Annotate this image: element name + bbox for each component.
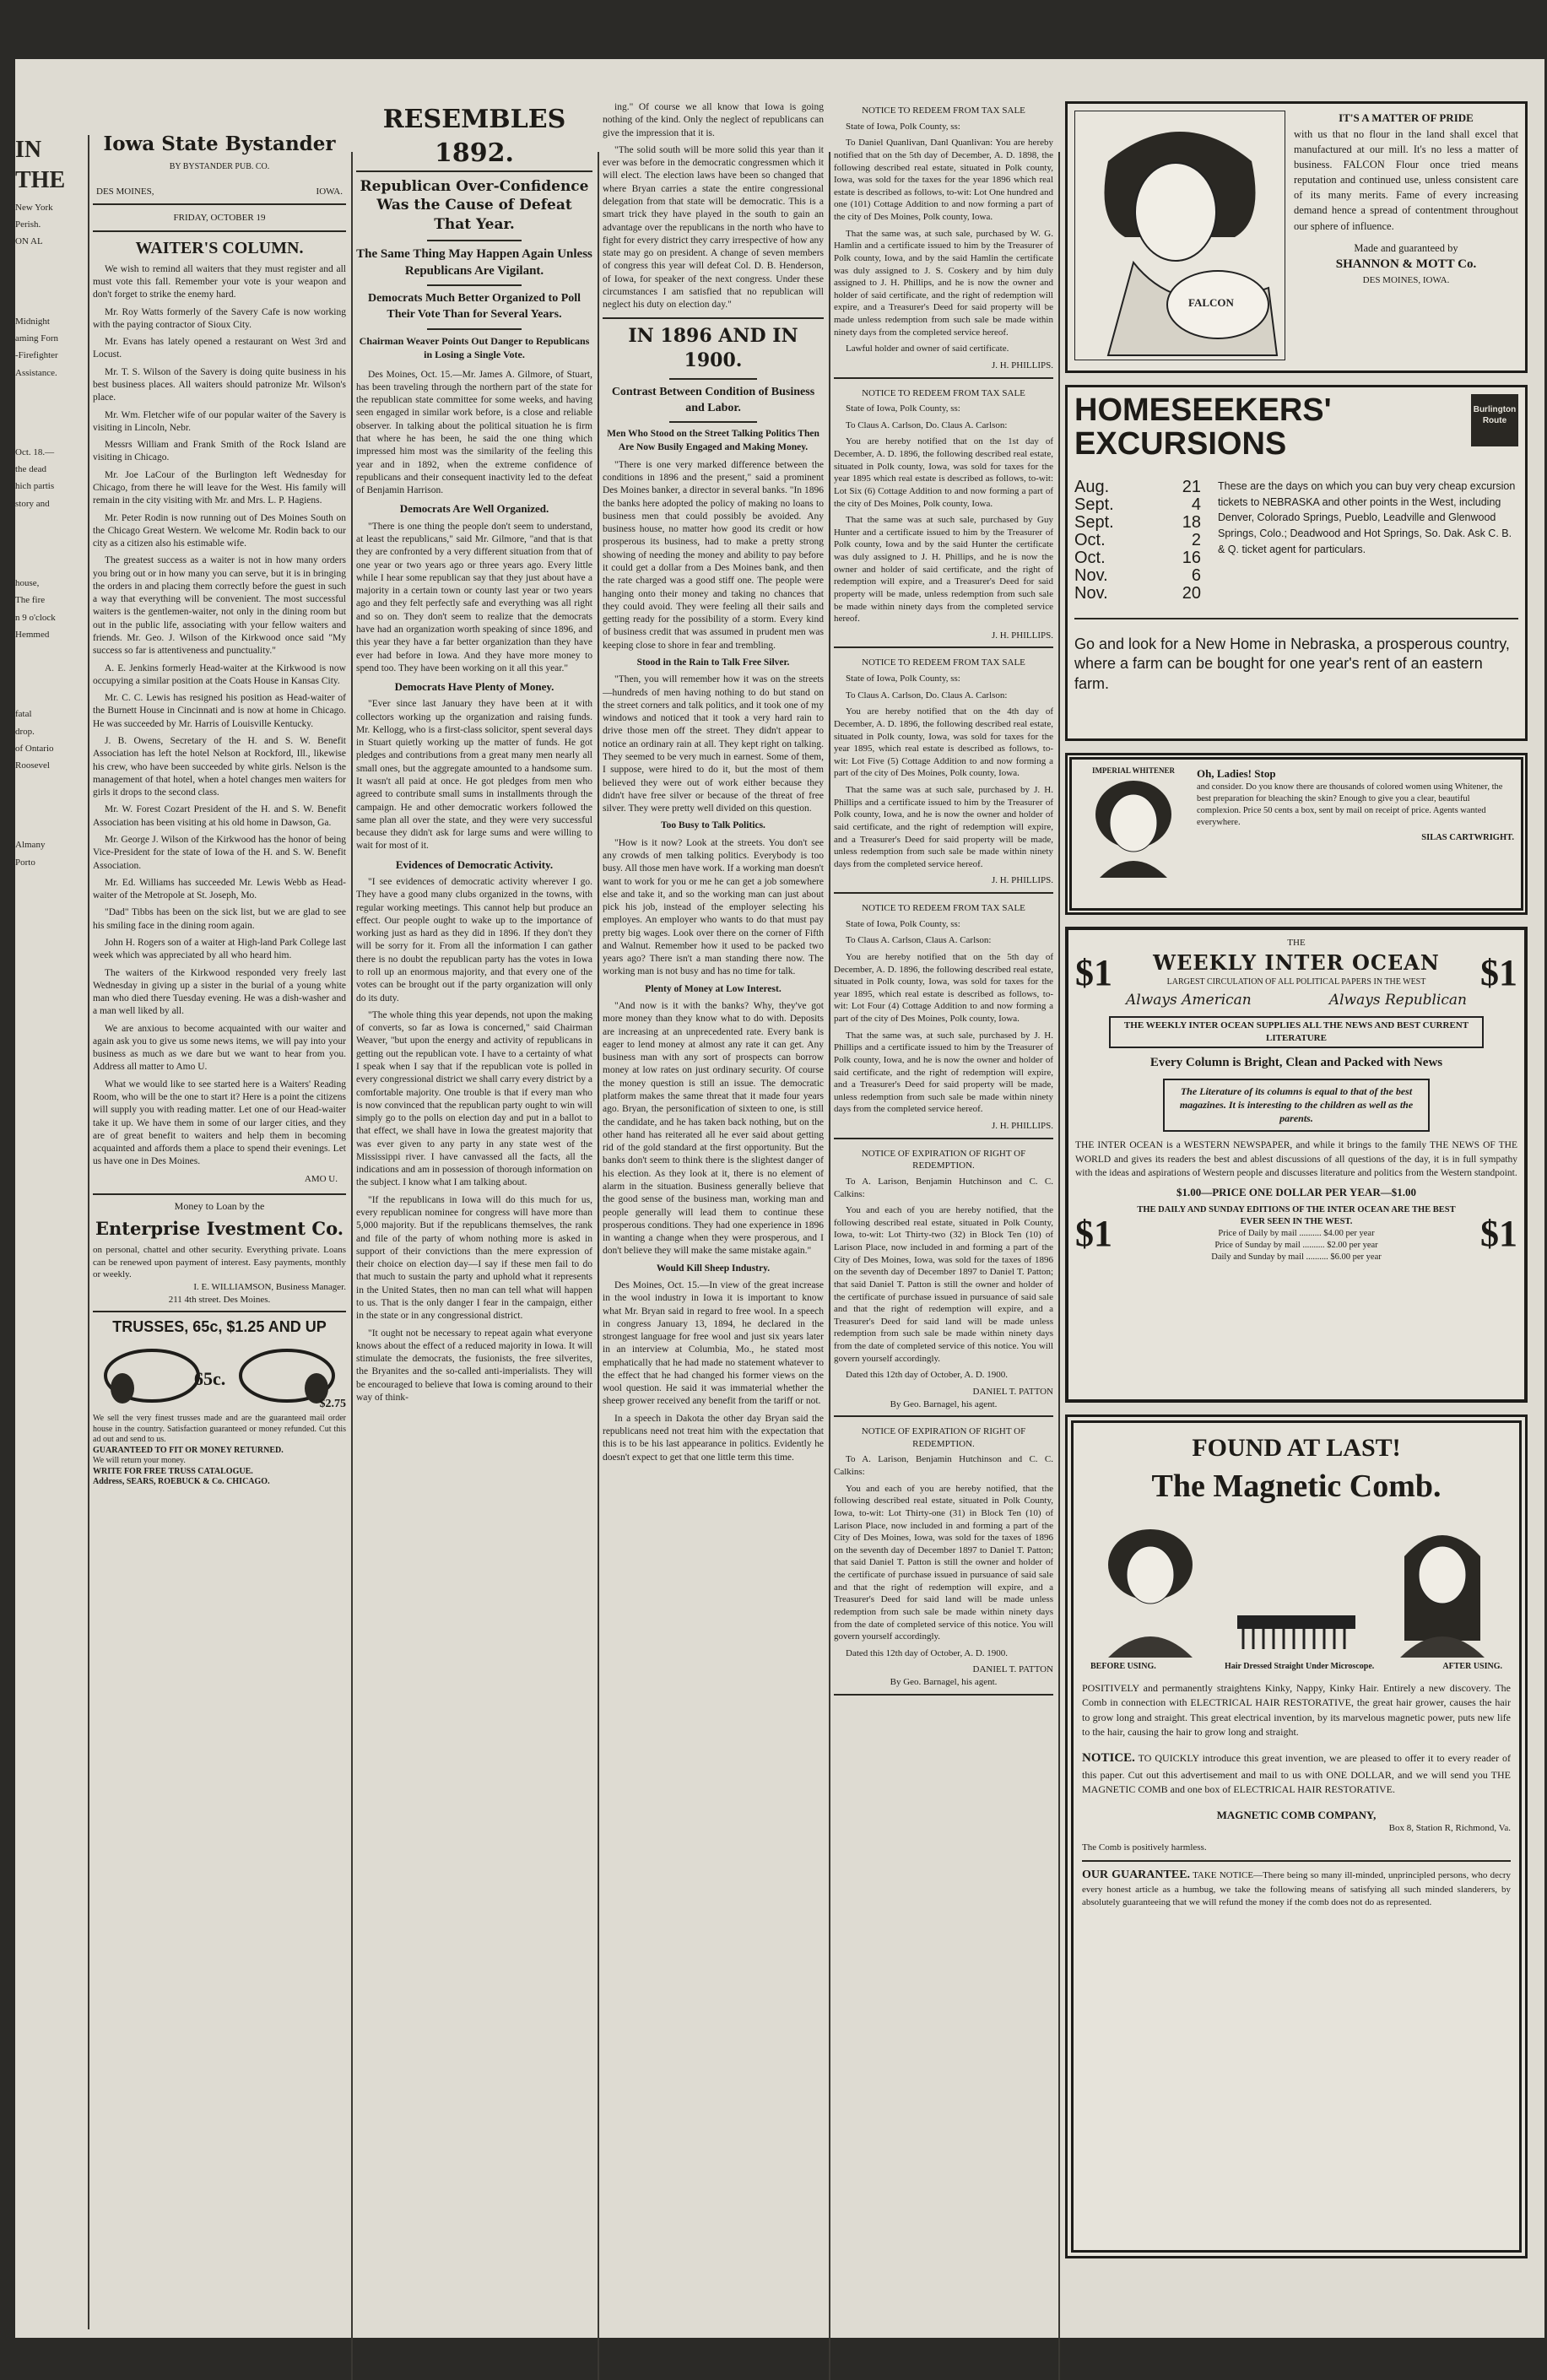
edge-fragment-text: Almany	[15, 840, 46, 851]
excursion-month: Nov.	[1074, 565, 1108, 585]
notice-signature: J. H. PHILLIPS.	[991, 630, 1053, 641]
woman-portrait-illustration	[1074, 111, 1285, 360]
inter-ocean-daily: THE DAILY AND SUNDAY EDITIONS OF THE INTER OCEAN ARE THE BEST EVER SEEN IN THE WEST.	[1137, 1205, 1456, 1226]
notice-title: NOTICE TO REDEEM FROM TAX SALE	[862, 657, 1025, 668]
waiters-paragraph: Mr. Peter Rodin is now running out of Des Moines South on the Chicago Great Western. We welcome Mr. Rodin back to our city as a citizen also his estimable wife.	[93, 512, 346, 549]
excursion-month: Nov.	[1074, 583, 1108, 603]
waiters-paragraph: J. B. Owens, Secretary of the H. and S. W. Benefit Association has left the hotel Nelson at Rockford, Ill., likewise his crew, who have been succeeded by white girls. Nelson is the management of that hotel, when a hotel changes men waiters for girls it drops to the second class.	[93, 736, 346, 798]
weekly-inter-ocean-ad	[1065, 927, 1528, 1403]
whitener-body: and consider. Do you know there are thousands of colored women using Whitener, the best preparation for bleaching the skin? Enough to give you a clear, beautiful complexion. Price 50 cents a box, sent by mail on receipt of price. Agents wanted everywhere.	[1197, 782, 1503, 828]
notice-paragraph: You are hereby notified that on the 4th day of December, A. D. 1896, the following described real estate, situated in Polk county, Iowa, was sold for taxes for the year 1895, which real estate is described as follows, to-wit: Lot Five (5) Cottage Addition to and now forming a part of the city of Des Moines, Polk county, Iowa.	[834, 706, 1053, 779]
issue-date: FRIDAY, OCTOBER 19	[173, 212, 266, 223]
excursion-day: 21	[1182, 477, 1201, 496]
resembles-body-2	[356, 521, 592, 675]
excursion-month: Oct.	[1074, 548, 1106, 567]
notice-paragraph: That the same was, at such sale, purchased by W. G. Hamlin and a certificate issued to him by the Treasurer of Polk county, Iowa, and by the said Hamlin the certificate was duly assigned to J. S. Coskery and by him duly assigned to J. H. Phillips, and he is now the owner and holder of said certificate, and the right of redemption will expire, and a Treasurer's Deed for said property will be made unless redemption from such sale be made within ninety days from the completed service hereof.	[834, 228, 1053, 338]
edge-fragment-text: hich partis	[15, 481, 55, 492]
excursion-date	[1074, 532, 1201, 549]
flour-company: SHANNON & MOTT Co.	[1335, 257, 1477, 271]
money-line-3: 211 4th street. Des Moines.	[168, 1294, 271, 1305]
homeseekers-excursions-ad	[1065, 385, 1528, 741]
edge-fragment-text: Oct. 18.—	[15, 446, 55, 457]
adjacent-page-fragment	[15, 135, 89, 2329]
flour-city: DES MOINES, IOWA.	[1362, 274, 1450, 285]
notice-paragraph: That the same was at such sale, purchased by J. H. Phillips and a certificate issued to him by the Treasurer of Polk county, Iowa, and he is now the owner and holder of said certificate, and the right of redemption will expire, and a Treasurer's Deed for said property will be made, unless redemption from such sale be made within ninety days from the completed service hereof.	[834, 785, 1053, 869]
truss-headline: TRUSSES, 65c, $1.25 AND UP	[112, 1318, 327, 1336]
edge-fragment-text: Midnight	[15, 316, 50, 327]
notice-paragraph: State of Iowa, Polk County, ss:	[846, 673, 960, 684]
truss-line-1: We sell the very finest trusses made and are the guaranteed mail order house in the country. Satisfaction guaranteed or money refunded. Cut this ad out and send to us.	[93, 1414, 346, 1445]
inter-ocean-price-line: $1.00—PRICE ONE DOLLAR PER YEAR—$1.00	[1176, 1185, 1417, 1198]
money-line-2: I. E. WILLIAMSON, Business Manager.	[193, 1282, 346, 1293]
article-paragraph: "There is one very marked difference between the conditions in 1896 and the present," said a prominent Des Moines banker, a director in several banks. "In 1896 the banks here adopted the policy of making no loans to business men that could possibly be avoided. Any business house, no matter how good its credit or how prosperous its business, had to make a pretty strong showing of needing the money and ability to pay before it could get a dollar from a Des Moines bank, and then the rate charged was a good stiff one. The people were hanging onto their money and taking no chances that they could avoid. They were feeling all their sails and getting ready for the possibility of a storm. Every kind of business credit that was assumed in prudent men was keeping close to shore in fear and trembling.	[603, 459, 824, 651]
excursion-day: 18	[1182, 512, 1201, 532]
money-line-1: on personal, chattel and other security. Everything private. Loans can be renewed upon payment of interest. Easy payments, monthly or weekly.	[93, 1245, 346, 1280]
article-paragraph: "There is one thing the people don't seem to understand, at least the republicans," said Mr. Gilmore, "and that is that they are confronted by a very different situation from that of one year or two years ago or three years ago. Every little while I hear some republican say that they just about have a majority in a certain town or county last year or two years ago and they felt perfectly safe and everything was all right and so on. They don't seem to realize that the democrats have had an organization worth speaking of since 1896, and this year they have a far better organization than they have ever had before in Iowa. And they have more money to spend too. They have been working on it all this year."	[356, 521, 592, 673]
falcon-flour-ad	[1065, 101, 1528, 373]
edge-fragment-text: Roosevel	[15, 760, 50, 771]
1896-deck-1: Contrast Between Condition of Business and Labor.	[611, 386, 815, 414]
waiters-paragraph: John H. Rogers son of a waiter at High-land Park College last week which was appreciated by all who heard him.	[93, 937, 346, 961]
price-row-both: Daily and Sunday by mail .......... $6.00 per year	[1211, 1252, 1382, 1262]
legal-notice	[834, 387, 1053, 649]
advertising-column	[1065, 101, 1528, 2312]
comb-found-at-last: FOUND AT LAST!	[1192, 1434, 1401, 1462]
edge-fragment-text: Perish.	[15, 219, 41, 230]
article-paragraph: Des Moines, Oct. 15.—Mr. James A. Gilmore, of Stuart, has been traveling through the northern part of the state for the republican state committee for some weeks, and having seen engaged in similar work before, is a close and reliable observer. In talking about the political situation he is firm that where he has been, he said the one thing which impressed him most was the similarity of the feeling this year and in 1892, when the extreme confidence of republicans and their consequent inactivity led to the defeat of Benjamin Harrison.	[356, 369, 592, 496]
comb-notice: TO QUICKLY introduce this great invention, we are pleased to offer it to every reader of this paper. Cut out this advertisement and mail to us with ONE DOLLAR, and we will send you THE MAGNETIC COMB and one box of ELECTRICAL HAIR RESTORATIVE.	[1082, 1752, 1511, 1796]
svg-text:FALCON: FALCON	[1188, 296, 1234, 309]
truss-line-3: We will return your money.	[93, 1456, 186, 1466]
notice-paragraph: State of Iowa, Polk County, ss:	[846, 121, 960, 132]
resembles-deck-1: Republican Over-Confidence Was the Cause of Defeat That Year.	[360, 177, 589, 233]
inter-ocean-subtitle: LARGEST CIRCULATION OF ALL POLITICAL PAPERS IN THE WEST	[1166, 976, 1426, 987]
notice-paragraph: Dated this 12th day of October, A. D. 1900.	[846, 1647, 1009, 1658]
waiters-paragraph: Mr. Roy Watts formerly of the Savery Cafe is now working with the paying contractor of Sioux City.	[93, 306, 346, 330]
col3-continuation	[603, 101, 824, 312]
flour-made-by: Made and guaranteed by	[1354, 241, 1458, 254]
edge-fragment-text: house,	[15, 578, 40, 589]
excursion-day: 16	[1182, 548, 1201, 567]
article-paragraph: "The solid south will be more solid this year than it ever was before in the democratic congressmen which it will elect. The election laws have been so changed that where Bryan carries a state the entire congressional delegation from that state will be democratic. This is a smart trick they have played in the south to gain an advantage over the republicans in the north who have to fight for every district they carry irrespective of how any state may go on president. A change of seven members of congress this year will defeat Col. D. B. Henderson, of Iowa, for speaker of the next congress. Under these circumstances I am satisfied that no republican will neglect his duty on election day."	[603, 144, 824, 311]
article-paragraph: "Then, you will remember how it was on the streets—hundreds of men having nothing to do but stand on the street corners and talk politics, and it took one of my windows and noticed that it took a very hard rain to drive those men off the street. They didn't appear to notice an ordinary rain at all. They kept right on talking. They seemed to be very much in earnest. Some of them, I suppose, were hired to do it, but the most of them believed they were out of work either because they didn't have free silver or because of the threat of free silver. They were pretty well divided on this question.	[603, 674, 824, 814]
comb-guarantee-label: OUR GUARANTEE.	[1082, 1869, 1191, 1882]
resembles-headline: RESEMBLES 1892.	[356, 103, 592, 172]
motto-always-american: Always American	[1126, 991, 1252, 1009]
truss-price-center: 65c.	[194, 1368, 226, 1390]
notice-paragraph: You and each of you are hereby notified, that the following described real estate, situated in Polk County, Iowa, to-wit: Lot Thirty-two (32) in Block Ten (10) of Larison Place, now included in and forming a part of the City of Des Moines, Iowa, was sold for the taxes of 1896 on the seventh day of December 1897 to Daniel T. Patton; that said Daniel T. Patton is still the owner and holder of the certificate of purchase issued in pursuance of said sale and that the right of redemption will expire, and a Treasurer's Deed for said land will be made unless redemption from such sale be made within ninety days from the date of completed service of this notice. You will govern yourself accordingly.	[834, 1205, 1053, 1364]
resembles-deck-4: Chairman Weaver Points Out Danger to Republicans in Losing a Single Vote.	[359, 334, 590, 360]
edge-fragment-text: drop.	[15, 726, 35, 737]
enterprise-company-name: Enterprise Ivestment Co.	[95, 1218, 344, 1240]
resembles-subhead-3: Evidences of Democratic Activity.	[395, 857, 554, 871]
waiters-paragraph: Mr. Joe LaCour of the Burlington left Wednesday for Chicago, from there he will leave for the West. His family will remain in the city visiting with Mr. and Mrs. L. P. Hagiens.	[93, 469, 346, 506]
waiters-paragraph: Mr. George J. Wilson of the Kirkwood has the honor of being Vice-President for the state of Iowa of the H. and S. W. Benefit Association.	[93, 834, 346, 871]
city: DES MOINES,	[96, 186, 154, 197]
1896-subhead-3: Plenty of Money at Low Interest.	[645, 983, 782, 994]
column-4-legal-notices	[834, 101, 1053, 2312]
waiters-headline: WAITER'S COLUMN.	[135, 239, 304, 258]
notice-signature: DANIEL T. PATTON	[972, 1386, 1053, 1397]
resembles-body-4	[356, 876, 592, 1404]
column-rule	[1058, 152, 1060, 2380]
woman-portrait-small	[1087, 776, 1180, 878]
legal-notice	[834, 657, 1053, 894]
excursion-day: 2	[1191, 530, 1201, 549]
price-row-sunday: Price of Sunday by mail .......... $2.00 per year	[1214, 1240, 1378, 1250]
comb-body: POSITIVELY and permanently straightens Kinky, Nappy, Kinky Hair. Entirely a new discovery. The Comb in connection with ELECTRICAL HAIR RESTORATIVE, the great hair grower, causes the hair to grow long and straight. This great electrical invention, by its marvelous magnetic power, puts new life to the hair, causing the hair to grow long and straight.	[1082, 1681, 1511, 1738]
excursion-month: Oct.	[1074, 530, 1106, 549]
before-caption: BEFORE USING.	[1090, 1662, 1156, 1672]
waiters-paragraph: Mr. Wm. Fletcher wife of our popular waiter of the Savery is visiting in Lincoln, Nebr.	[93, 409, 346, 433]
article-paragraph: "The whole thing this year depends, not upon the making of converts, so far as Iowa is concerned," said Chairman Weaver, "but upon the energy and activity of republicans in getting out the republican vote. I have to a certainty of what I speak when I say that if the republican vote is polled in every congressional district we shall carry every district by a comfortable majority. One trouble is that if every man who is now convinced that the republican party ought to win will simply go to the polls on election day and put in a ballot to that effect, we shall have in Iowa the greatest majority that was ever given to any party in any state west of the Mississippi river. I have canvassed all the facts, all the indications and am in possession of thorough information on the subject. I know what I am talking about.	[356, 1009, 592, 1188]
comb-title: The Magnetic Comb.	[1151, 1468, 1442, 1504]
notice-signature: J. H. PHILLIPS.	[991, 1121, 1053, 1131]
resembles-subhead-1: Democrats Are Well Organized.	[399, 502, 549, 516]
excursion-date	[1074, 585, 1201, 603]
edge-fragment-text: New York	[15, 202, 53, 213]
edge-fragment-text: n 9 o'clock	[15, 612, 56, 623]
notice-title: NOTICE OF EXPIRATION OF RIGHT OF REDEMPTION.	[861, 1426, 1026, 1449]
burlington-route-logo: Burlington Route	[1471, 394, 1518, 446]
notice-paragraph: That the same was, at such sale, purchased by J. H. Phillips and a certificate issued to him by the Treasurer of Polk county, Iowa, and he is now the owner and holder of said certificate, and the right of redemption will expire, and a Treasurer's Deed for said property will be made, unless redemption from such sale be made within ninety days from the completed service hereof.	[834, 1030, 1053, 1115]
notice-paragraph: To Claus A. Carlson, Claus A. Carlson:	[846, 935, 992, 946]
notice-agent: By Geo. Barnagel, his agent.	[890, 1677, 998, 1687]
waiters-paragraph: Mr. W. Forest Cozart President of the H. and S. W. Benefit Association has been visiting at his old home in Dawson, Ga.	[93, 804, 346, 828]
comb-address: Box 8, Station R, Richmond, Va.	[1388, 1823, 1511, 1834]
before-portrait	[1095, 1523, 1205, 1658]
truss-ad	[93, 1317, 346, 1487]
article-paragraph: ing." Of course we all know that Iowa is going nothing of the kind. Only the neglect of republicans can give the impression that it is.	[603, 102, 824, 138]
article-paragraph: "How is it now? Look at the streets. You don't see any crowds of men talking politics. Everybody is too busy. All those men have work. If a working man doesn't want to work for you or me he can get a job somewhere else and take it, and so the working man can just about pick his job, instead of the employer selecting his employes. An employer who wants to do that must pay pretty big wages. Look over there on the corner of Fifth and Walnut. Remember how it used to be packed two years ago? There isn't a man standing there now. The working man is not busy and has no time for talk.	[603, 837, 824, 977]
article-paragraph: "It ought not be necessary to repeat again what everyone knows about the effect of a reduced majority in Iowa. It will stimulate the democrats, the fusionists, the free silverites, the Bryanites and the so-called anti-imperialists. They will be encouraged to believe that Iowa is coming around to their way of think-	[356, 1328, 592, 1403]
notice-signature: J. H. PHILLIPS.	[991, 875, 1053, 886]
waiters-paragraph: A. E. Jenkins formerly Head-waiter at the Kirkwood is now occupying a similar position at the Coats House in Kansas City.	[93, 663, 346, 686]
edge-fragment-text: The fire	[15, 595, 46, 606]
waiters-paragraph: Mr. T. S. Wilson of the Savery is doing quite business in his best business places. All waiters should patronize Mr. Wilson's place.	[93, 366, 346, 403]
inter-ocean-body: THE INTER OCEAN is a WESTERN NEWSPAPER, and while it brings to the family THE NEWS OF THE WORLD and gives its readers the best and ablest discussions of all questions of the day, it is in full sympathy with the ideas and aspirations of Western people and discusses literature and politics from the Western standpoint.	[1075, 1140, 1517, 1178]
article-paragraph: Des Moines, Oct. 15.—In view of the great increase in the wool industry in Iowa it is important to know what Mr. Bryan said in regard to free wool. In a speech in congress January 13, 1894, he declared in the strongest language for free wool and just six years later in an interview at Columbia, Mo., he stated most emphatically that he had made no statement whatever to the effect that he had changed his former views on the wool question. He said it was immaterial whether the sheep grower received any benefit from the tariff or not.	[603, 1279, 824, 1407]
notice-title: NOTICE TO REDEEM FROM TAX SALE	[862, 105, 1025, 116]
edge-fragment-text: aming Forn	[15, 333, 59, 343]
notice-title: NOTICE OF EXPIRATION OF RIGHT OF REDEMPTION.	[861, 1148, 1026, 1171]
comb-harmless: The Comb is positively harmless.	[1082, 1842, 1207, 1853]
truss-line-4: WRITE FOR FREE TRUSS CATALOGUE.	[93, 1466, 253, 1476]
notice-agent: By Geo. Barnagel, his agent.	[890, 1398, 998, 1409]
whitener-ad	[1065, 753, 1528, 915]
column-1	[93, 101, 346, 2312]
excursion-date	[1074, 514, 1201, 532]
excursion-date	[1074, 496, 1201, 514]
excursion-day: 6	[1191, 565, 1201, 585]
inter-ocean-the: THE	[1287, 938, 1306, 948]
column-rule	[351, 152, 353, 2380]
notice-title: NOTICE TO REDEEM FROM TAX SALE	[862, 903, 1025, 913]
waiters-paragraph: "Dad" Tibbs has been on the sick list, but we are glad to see his smiling face in the dining room again.	[93, 907, 346, 931]
state: IOWA.	[316, 186, 343, 197]
homeseekers-footer: Go and look for a New Home in Nebraska, a prosperous country, where a farm can be bought for one year's rent of an eastern farm.	[1074, 635, 1510, 692]
comb-guarantee: TAKE NOTICE—There being so many ill-minded, unprincipled persons, who decry every honest article as a humbug, we take the following means of satisfying all such minded slanderers, by absolutely guaranteeing that we will refund the money if the comb does not do as represented.	[1082, 1870, 1511, 1908]
newspaper-page	[15, 59, 1544, 2338]
inter-ocean-column-line: Every Column is Bright, Clean and Packed with News	[1149, 1055, 1443, 1069]
notice-paragraph: Dated this 12th day of October, A. D. 1900.	[846, 1370, 1009, 1381]
notice-signature: DANIEL T. PATTON	[972, 1664, 1053, 1675]
truss-price-right: $2.75	[319, 1398, 346, 1411]
column-2	[356, 101, 592, 2312]
1896-body-2	[603, 673, 824, 815]
resembles-body-3	[356, 698, 592, 852]
resembles-body-1	[356, 369, 592, 498]
excursion-date	[1074, 549, 1201, 567]
money-to-loan-ad	[93, 1200, 346, 1306]
article-paragraph: "If the republicans in Iowa will do this much for us, every republican nominee for congress will have more than 5,000 majority. But if the republicans themselves, the rank and file of the party of whom nothing more is asked in support of their convictions than the mere expression of their choice on election day—I say if these men fail to do that much to sustain the party and uphold what it represents in the United States, then no man can tell what will happen to us. That is the only danger I fear in the campaign, either in the state or in any congressional district.	[356, 1194, 592, 1322]
homeseekers-title: HOMESEEKERS' EXCURSIONS	[1074, 392, 1332, 462]
notice-paragraph: Lawful holder and owner of said certificate.	[846, 343, 1009, 354]
1896-body-5	[603, 1279, 824, 1464]
edge-fragment-text: IN THE	[15, 137, 66, 194]
excursion-date	[1074, 479, 1201, 496]
notice-paragraph: State of Iowa, Polk County, ss:	[846, 403, 960, 414]
truss-footer: Address, SEARS, ROEBUCK & Co. CHICAGO.	[93, 1477, 270, 1487]
edge-fragment-text: of Ontario	[15, 743, 54, 754]
1896-deck-2: Men Who Stood on the Street Talking Politics Then Are Now Busily Engaged and Making Money.	[607, 429, 819, 452]
waiters-signature: AMO U.	[304, 1173, 338, 1184]
waiters-column-body	[93, 263, 346, 1169]
excursion-date	[1074, 567, 1201, 585]
excursion-month: Aug.	[1074, 477, 1110, 496]
column-rule	[829, 152, 830, 2380]
article-paragraph: "And now is it with the banks? Why, they've got more money than they know what to do with. Deposits are increasing at an unprecedented rate. Every bank is eager to lend money at almost any rate it can get. Any business man with any sort of prospects can borrow money at low rates on just ordinary security. Of course the money question is still an issue. The democratic platform makes the same threat that it made four years ago. Bryan, the personification of sixteen to one, is still the candidate, and he has taken back nothing, but on the other hand has reiterated all he ever said about getting rid of the gold standard at the first opportunity. But the banks don't seem to think there is the slightest danger of his election. As they look at it, there is no element of alarm in the situation. Business generally believe that the good sense of the business man, working man and people generally will lead them to continue these prosperous conditions. They had one experience in 1896 in wanting a change when they were prosperous, and I don't believe they will make the same mistake again."	[603, 1001, 824, 1257]
publisher-line: BY BYSTANDER PUB. CO.	[169, 161, 270, 171]
column-rule	[598, 152, 599, 2380]
notice-paragraph: To Daniel Quanlivan, Danl Quanlivan: You are hereby notified that on the 5th day of December, A. D. 1898, the following described real estate, situated in Polk county, Iowa, was sold for the taxes for the year 1896 which real estate is described as follows, to-wit: Lot One hundred and one (101) Cottage Addition to and now forming a part of the city of Des Moines, Polk county, Iowa.	[834, 138, 1053, 222]
legal-notice	[834, 902, 1053, 1139]
legal-notice	[834, 1148, 1053, 1418]
resembles-subhead-2: Democrats Have Plenty of Money.	[394, 680, 554, 694]
1896-subhead-2: Too Busy to Talk Politics.	[661, 820, 765, 831]
notice-title: NOTICE TO REDEEM FROM TAX SALE	[862, 387, 1025, 398]
inter-ocean-price-left-2: $1	[1075, 1212, 1112, 1254]
after-portrait	[1387, 1523, 1497, 1658]
1896-subhead-1: Stood in the Rain to Talk Free Silver.	[636, 657, 790, 668]
flour-body: with us that no flour in the land shall excel that manufactured at our mill. It's no less a matter of business. FALCON Flour once tried means reputation and continued use, unless consistent care of its many merits. Fame of every increasing demand hence a spread of contentment throughout our sphere of influence.	[1294, 127, 1518, 232]
inter-ocean-literature: The Literature of its columns is equal to that of the best magazines. It is interesting to the children as well as the parents.	[1163, 1079, 1430, 1133]
1896-headline: IN 1896 AND IN 1900.	[628, 324, 798, 371]
notice-paragraph: To Claus A. Carlson, Do. Claus A. Carlson:	[846, 690, 1008, 700]
inter-ocean-price-right: $1	[1480, 951, 1517, 993]
notice-paragraph: To A. Larison, Benjamin Hutchinson and C. C. Calkins:	[834, 1176, 1053, 1199]
waiters-paragraph: We are anxious to become acquainted with our waiter and again ask you to give us some news items, we will pay into your business as much as we dare but we want to hear from you. Address all matter to Amo U.	[93, 1023, 346, 1073]
motto-always-republican: Always Republican	[1328, 991, 1467, 1009]
notice-paragraph: That the same was at such sale, purchased by Guy Hunter and a certificate issued to him by the Treasurer of Polk county, Iowa and by the said Hunter the certificate was duly assigned to J. H. Phillips, and he is now the owner and holder of said certificate, and the right of redemption will expire, and a Treasurer's Deed for said property will be made, unless redemption from such sale be made within ninety days from the completed service hereof.	[834, 515, 1053, 625]
waiters-paragraph: What we would like to see started here is a Waiters' Reading Room, who will be the one to start it? Here is a point the citizens will supply you with reading matter. Let one of our Head-waiter take it up. We have them in some of our larger cities, and they are of great benefit to waiters and help them in becoming acquainted and affords them a place to spend their evenings. Let us have one in Des Moines.	[93, 1079, 346, 1167]
notice-paragraph: You are hereby notified that on the 5th day of December, A. D. 1896, the following described real estate, situated in Polk county, Iowa, was sold for taxes for the year 1895, which real estate is described as follows, to-wit: Lot Four (4) Cottage Addition to and now forming a part of the city of Des Moines, Polk county, Iowa.	[834, 951, 1053, 1024]
truss-line-2: GUARANTEED TO FIT OR MONEY RETURNED.	[93, 1445, 284, 1455]
waiters-paragraph: The greatest success as a waiter is not in how many orders you bring out or in how many you can serve, but it is in bringing the orders in and placing them correctly before the guest in such a way that everything will be convenient. The most successful waiters is the gentlemen-waiter, not only in the dining room but out in the public life, associating with your fellow waiters and friends. Mr. Geo. J. Wilson of the Kirkwood once said "My success so far is attentiveness and punctuality."	[93, 555, 346, 657]
notice-paragraph: To Claus A. Carlson, Do. Claus A. Carlson:	[846, 419, 1008, 430]
price-row-daily: Price of Daily by mail .......... $4.00 per year	[1218, 1228, 1375, 1238]
inter-ocean-price-left: $1	[1075, 951, 1112, 993]
resembles-deck-2: The Same Thing May Happen Again Unless Republicans Are Vigilant.	[356, 246, 592, 278]
after-caption: AFTER USING.	[1442, 1662, 1502, 1672]
money-tagline: Money to Loan by the	[174, 1200, 265, 1213]
flour-headline: IT'S A MATTER OF PRIDE	[1339, 111, 1474, 124]
whitener-label: IMPERIAL WHITENER	[1091, 766, 1176, 775]
notice-signature: J. H. PHILLIPS.	[991, 360, 1053, 371]
1896-body-4	[603, 1000, 824, 1258]
edge-fragment-text: Assistance.	[15, 367, 57, 378]
article-paragraph: "I see evidences of democratic activity wherever I go. They have a good many clubs organized in the towns, with regular working meetings. This cannot help but produce an effect. Our people ought to wake up to the importance of working just as hard as they did in 1896. If they don't they will be sorry for it. From all the information I can gather there is no doubt the republican party has the votes in Iowa to roll up an enormous majority, and that every one of the votes can be brought out if the party organization will only do its duty.	[356, 877, 592, 1003]
article-paragraph: In a speech in Dakota the other day Bryan said the republicans need not treat him with the expectation that this is to be his last appearance in politics. Evidently he doesn't expect to get that one little term this time.	[603, 1413, 824, 1463]
inter-ocean-name: WEEKLY INTER OCEAN	[1153, 949, 1440, 975]
comb-company: MAGNETIC COMB COMPANY,	[1216, 1808, 1377, 1821]
waiters-paragraph: Messrs William and Frank Smith of the Rock Island are visiting in Chicago.	[93, 440, 346, 463]
waiters-paragraph: The waiters of the Kirkwood responded very freely last Wednesday in giving up a sister in the burial of a young white man who died there Tuesday evening. He was a dish-washer and a man well liked by all.	[93, 967, 346, 1017]
edge-fragment-text: Porto	[15, 857, 35, 868]
inter-ocean-price-right-2: $1	[1480, 1212, 1517, 1254]
excursion-day: 4	[1191, 495, 1201, 514]
waiters-paragraph: Mr. C. C. Lewis has resigned his position as Head-waiter of the Burnett House in Cincinnati and is now at home in Chicago. He was succeeded by Mr. Harris of Louisville Kentucky.	[93, 693, 346, 729]
1896-body-1	[603, 459, 824, 652]
legal-notice	[834, 1425, 1053, 1696]
excursion-month: Sept.	[1074, 495, 1114, 514]
excursion-day: 20	[1182, 583, 1201, 603]
comb-illustration	[1233, 1607, 1360, 1658]
paper-name: Iowa State Bystander	[103, 133, 336, 155]
center-caption: Hair Dressed Straight Under Microscope.	[1224, 1662, 1375, 1672]
inter-ocean-supplies: THE WEEKLY INTER OCEAN SUPPLIES ALL THE NEWS AND BEST CURRENT LITERATURE	[1109, 1016, 1484, 1047]
1896-subhead-4: Would Kill Sheep Industry.	[656, 1263, 771, 1274]
1896-body-3	[603, 837, 824, 979]
waiters-paragraph: We wish to remind all waiters that they must register and all must vote this fall. Remember your vote is your weapon and don't forget to strike the enemy hard.	[93, 263, 346, 300]
resembles-deck-3: Democrats Much Better Organized to Poll Their Vote Than for Several Years.	[367, 292, 581, 322]
comb-notice-label: NOTICE.	[1082, 1751, 1135, 1766]
edge-fragment-text: ON AL	[15, 236, 43, 247]
column-3	[603, 101, 824, 2312]
notice-paragraph: To A. Larison, Benjamin Hutchinson and C. C. Calkins:	[834, 1454, 1053, 1477]
notice-paragraph: You and each of you are hereby notified, that the following described real estate, situated in Polk County, Iowa, to-wit: Lot Thirty-one (31) in Block Ten (10) of Larison Place, now included in and forming a part of the City of Des Moines, Iowa, was sold for the taxes of 1896 on the seventh day of December 1897 to Daniel T. Patton; that said Daniel T. Patton is still the owner and holder of the certificate of purchase issued in pursuance of said sale and that the right of redemption will expire, and a Treasurer's Deed for said land will be made unless redemption from such sale be made within ninety days from the date of completed service of this notice. You will govern yourself accordingly.	[834, 1483, 1053, 1642]
whitener-headline: Oh, Ladies! Stop	[1197, 767, 1276, 780]
excursion-month: Sept.	[1074, 512, 1114, 532]
edge-fragment-text: Hemmed	[15, 629, 50, 640]
article-paragraph: "Ever since last January they have been at it with collectors working up the organization and raising funds. Mr. Kellogg, who is a first-class solicitor, spent several days in Stuart quietly working up the matter of funds. He got pledges and contributions from a great many men nearly all small ones, but the aggregate amounted to a handsome sum. It wasn't all paid at once. He got pledges from men who agreed to contribute small sums in installments through the campaign. He and other democratic workers followed the same plan all over the state, and they were very successful because they didn't ask for large sums and were willing to wait for most of it.	[356, 699, 592, 852]
masthead	[93, 132, 346, 232]
homeseekers-description: These are the days on which you can buy very cheap excursion tickets to NEBRASKA and other points in the West, including Denver, Colorado Springs, Pueblo, Leadville and Glenwood Springs, Colo.; Deadwood and Hot Springs, So. Dak. Ask C. B. & Q. ticket agent for particulars.	[1218, 479, 1516, 555]
notice-paragraph: State of Iowa, Polk County, ss:	[846, 918, 960, 929]
edge-fragment-text: story and	[15, 498, 50, 509]
waiters-paragraph: Mr. Ed. Williams has succeeded Mr. Lewis Webb as Head-waiter of the Metropole at St. Joseph, Mo.	[93, 877, 346, 901]
notice-paragraph: You are hereby notified that on the 1st day of December, A. D. 1896, the following described real estate, situated in Polk county, Iowa, was sold for taxes for the year 1895 which real estate is described as follows, to-wit: Lot Six (6) Cottage Addition to and now forming a part of the city of Des Moines, Polk county, Iowa.	[834, 436, 1053, 509]
excursion-date-list	[1074, 479, 1201, 603]
legal-notice	[834, 105, 1053, 379]
waiters-paragraph: Mr. Evans has lately opened a restaurant on West 3rd and Locust.	[93, 337, 346, 360]
whitener-footer: SILAS CARTWRIGHT.	[1421, 833, 1514, 843]
magnetic-comb-ad	[1065, 1414, 1528, 2258]
edge-fragment-text: -Firefighter	[15, 350, 58, 361]
edge-fragment-text: fatal	[15, 709, 32, 720]
edge-fragment-text: the dead	[15, 464, 46, 475]
